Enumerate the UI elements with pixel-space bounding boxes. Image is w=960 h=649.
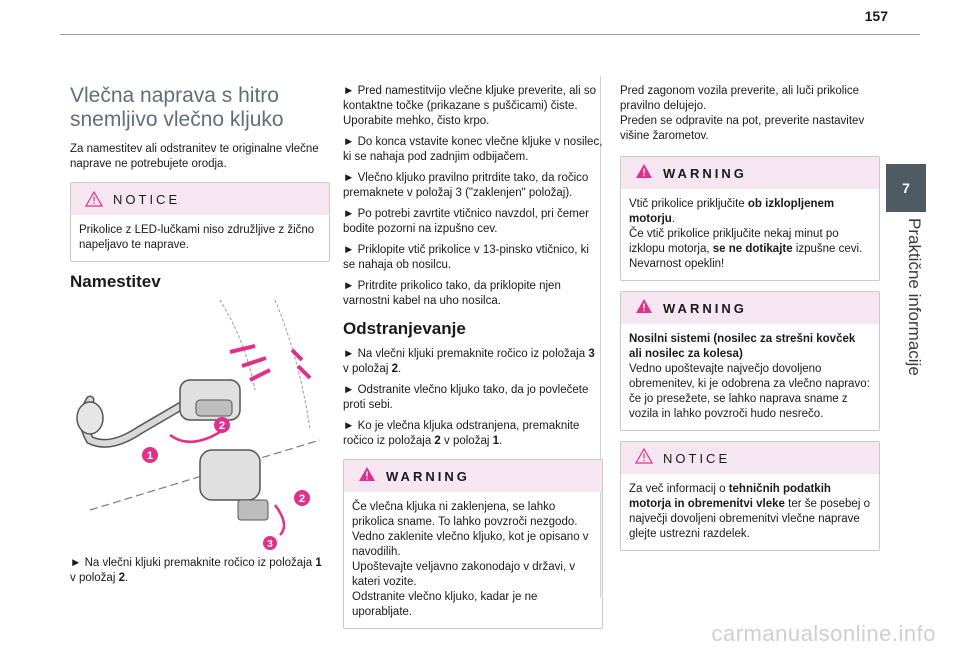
section-title: Vlečna naprava s hitro snemljivo vlečno kljuko <box>70 84 284 131</box>
page-number: 157 <box>864 8 888 24</box>
info-text: Pred zagonom vozila preverite, ali luči prikolice pravilno delujejo. <box>620 85 860 112</box>
removal-step: ► Na vlečni kljuki premaknite ročico iz položaja 3 v položaj 2. <box>343 348 595 375</box>
column-3 <box>620 84 880 561</box>
chapter-tab: 7 <box>886 164 926 212</box>
warning-text: Vtič prikolice priključite ob izklopljenem motorju. Če vtič prikolice priključite nekaj minut po izklopu motorja, se ne dotikajte izpušne cevi. Nevarnost opeklin! <box>629 198 863 270</box>
warning-triangle-icon <box>358 466 376 487</box>
tow-hitch-illustration <box>70 300 330 550</box>
column-2 <box>343 84 603 639</box>
intro-text: Za namestitev ali odstranitev te originalne vlečne naprave ne potrebujete orodja. <box>70 143 319 170</box>
warning-header <box>621 157 879 189</box>
warning-triangle-outline-icon <box>635 448 653 469</box>
warning-box <box>620 156 880 281</box>
warning-label: WARNING <box>663 300 747 316</box>
notice-label: NOTICE <box>663 450 731 466</box>
warning-text: Če vlečna kljuka ni zaklenjena, se lahko prikolica sname. To lahko povzroči nezgodo. Vedno zaklenite vlečno kljuko, kot je opisano v navodilih. Upoštevajte veljavno zakonodajo v državi, v kateri vozite. Odstranite vlečno kljuko, kadar je ne uporabljate. <box>352 501 589 618</box>
warning-text: Nosilni sistemi (nosilec za strešni kovček ali nosilec za kolesa) Vedno upoštevajte največjo dovoljeno obremenitev, ki je odobrena za vlečno napravo: če jo presežete, se lahko naprava sname z vozila in lahko povzroči hudo nesrečo. <box>629 333 870 420</box>
column-1 <box>70 80 330 592</box>
top-rule <box>60 34 920 35</box>
warning-header <box>344 460 602 492</box>
warning-label: WARNING <box>663 165 747 181</box>
install-step: ► Do konca vstavite konec vlečne kljuke v nosilec, ki se nahaja pod zadnjim odbijačem. <box>343 136 603 163</box>
warning-triangle-outline-icon <box>85 191 103 207</box>
install-step: ► Pritrdite prikolico tako, da priklopite njen varnostni kabel na uho nosilca. <box>343 280 561 307</box>
warning-triangle-icon <box>635 163 653 184</box>
notice-header <box>621 442 879 474</box>
notice-box <box>620 441 880 551</box>
warning-header <box>621 292 879 324</box>
subtitle-install: Namestitev <box>70 272 161 291</box>
figure-label: 2 <box>298 493 306 505</box>
notice-header <box>71 183 329 215</box>
install-step: ► Pred namestitvijo vlečne kljuke preverite, ali so kontaktne točke (prikazane s puščicami) čiste. Uporabite mehko, čisto krpo. <box>343 85 596 127</box>
install-step: ► Po potrebi zavrtite vtičnico navzdol, pri čemer bodite pozorni na izpušno cev. <box>343 208 589 235</box>
removal-step: ► Odstranite vlečno kljuko tako, da jo povlečete proti sebi. <box>343 384 589 411</box>
subtitle-removal: Odstranjevanje <box>343 319 466 338</box>
warning-triangle-icon <box>635 298 653 319</box>
info-text: Preden se odpravite na pot, preverite nastavitev višine žarometov. <box>620 115 865 142</box>
notice-text: Prikolice z LED-lučkami niso združljive z žično napeljavo te naprave. <box>79 224 315 251</box>
notice-text: Za več informacij o tehničnih podatkih motorja in obremenitvi vleke ter še posebej o največji dovoljeni obremenitvi vlečne naprave glejte ustrezni razdelek. <box>629 483 870 540</box>
install-step-caption: ► Na vlečni kljuki premaknite ročico iz položaja 1 v položaj 2. <box>70 557 322 584</box>
figure-label: 2 <box>218 420 226 432</box>
notice-label: NOTICE <box>113 191 181 207</box>
notice-box <box>70 182 330 262</box>
figure-label: 3 <box>267 539 273 550</box>
figure-label: 1 <box>146 450 154 462</box>
chapter-title: Praktične informacije <box>905 218 924 376</box>
watermark: carmanualsonline.info <box>711 621 936 646</box>
warning-box <box>620 291 880 431</box>
install-step: ► Vlečno kljuko pravilno pritrdite tako, da ročico premaknete v položaj 3 ("zaklenjen" položaj). <box>343 172 589 199</box>
removal-step: ► Ko je vlečna kljuka odstranjena, premaknite ročico iz položaja 2 v položaj 1. <box>343 420 580 447</box>
warning-label: WARNING <box>386 468 470 484</box>
install-step: ► Priklopite vtič prikolice v 13-pinsko vtičnico, ki se nahaja ob nosilcu. <box>343 244 589 271</box>
warning-box <box>343 459 603 629</box>
